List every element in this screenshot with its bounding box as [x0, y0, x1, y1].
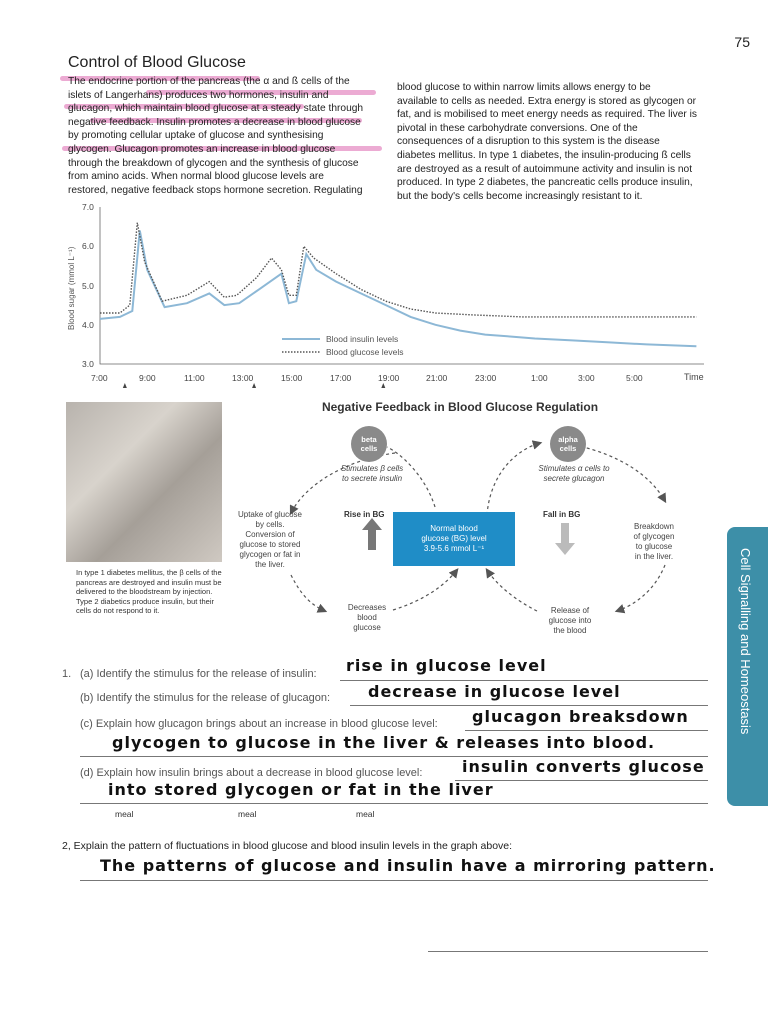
stimulates-alpha-text: Stimulates α cells to secrete glucagon — [538, 464, 610, 483]
arrow-breakdown-to-release — [617, 565, 665, 611]
x-tick-label: 19:00 — [378, 373, 400, 383]
meal-label: meal — [115, 809, 134, 819]
x-tick-label: 1:00 — [531, 373, 548, 383]
fall-arrow — [555, 523, 575, 555]
y-tick-label: 7.0 — [82, 202, 94, 212]
question-1c: (c) Explain how glucagon brings about an increase in blood glucose level: — [80, 718, 438, 730]
fall-in-bg-label: Fall in BG — [543, 510, 581, 519]
beta-cells-circle — [351, 426, 387, 462]
text-line: negative feedback. Insulin promotes a decrease in blood glucose — [68, 116, 361, 128]
text-line: restored, negative feedback stops hormone secretion. Regulating — [68, 184, 363, 196]
normal-bg-box — [393, 512, 515, 566]
question-1a: (a) Identify the stimulus for the release of insulin: — [80, 668, 317, 680]
legend-insulin-label: Blood insulin levels — [326, 334, 399, 344]
intro-right-column — [397, 81, 709, 203]
question-number-1: 1. — [62, 668, 72, 680]
intro-left-column — [68, 75, 378, 197]
text-line: glycogen. Glucagon promotes an increase in blood glucose — [68, 143, 336, 155]
text-line: are destroyed as a result of autoimmune activity and insulin is not — [397, 163, 693, 175]
question-1b: (b) Identify the stimulus for the release of glucagon: — [80, 692, 331, 704]
diagram-title: Negative Feedback in Blood Glucose Regulation — [321, 400, 599, 414]
text-line: blood glucose to within narrow limits allows energy to be — [397, 82, 651, 93]
x-tick-label: 5:00 — [626, 373, 643, 383]
beta-cells-label: beta cells — [360, 435, 378, 453]
y-tick-label: 3.0 — [82, 359, 94, 369]
x-tick-label: 21:00 — [426, 373, 448, 383]
text-line: glucagon, which maintain blood glucose at a steady state through — [68, 103, 364, 115]
x-tick-label: 9:00 — [139, 373, 156, 383]
answer-2: The patterns of glucose and insulin have a mirroring pattern. — [100, 856, 716, 875]
rise-arrow — [362, 518, 382, 550]
answer-1d-line2: into stored glycogen or fat in the liver — [108, 780, 494, 799]
text-line: islets of Langerhans) produces two hormones, insulin and — [68, 89, 329, 101]
x-axis-label: Time — [684, 372, 704, 382]
legend-glucose-label: Blood glucose levels — [326, 347, 404, 357]
diabetes-caption: In type 1 diabetes mellitus, the β cells of the pancreas are destroyed and insulin must be delivered to the bloodstream by injection. Type 2 diabetics produce insulin, but their cells do not respond to it. — [76, 568, 222, 615]
question-2: 2, Explain the pattern of fluctuations in blood glucose and blood insulin levels in the graph above: — [62, 840, 513, 852]
y-tick-label: 6.0 — [82, 241, 94, 251]
x-tick-label: 3:00 — [578, 373, 595, 383]
uptake-text: Uptake of glucose by cells. Conversion of glucose to stored glycogen or fat in the liver. — [237, 510, 303, 569]
y-tick-label: 4.0 — [82, 320, 94, 330]
meal-marker — [252, 383, 256, 388]
text-line: through the breakdown of glycogen and the synthesis of glucose — [68, 157, 359, 169]
text-line: The endocrine portion of the pancreas (the α and ß cells of the — [68, 76, 350, 87]
text-line: from amino acids. When normal blood glucose levels are — [68, 171, 324, 183]
chart-axes — [100, 207, 704, 364]
x-tick-label: 11:00 — [184, 373, 205, 383]
text-line: pivotal in these carbohydrate conversions. One of the — [397, 122, 638, 134]
page-number: 75 — [734, 34, 750, 50]
alpha-cells-circle — [550, 426, 586, 462]
arrow-uptake-to-decreases — [291, 575, 325, 611]
insulin-injection-photo — [66, 402, 222, 562]
x-tick-label: 23:00 — [475, 373, 497, 383]
chart-y-axis-label: Blood sugar (mmol L⁻¹) — [67, 246, 76, 330]
x-tick-label: 7:00 — [91, 373, 108, 383]
y-tick-label: 5.0 — [82, 281, 94, 291]
meal-label: meal — [356, 809, 375, 819]
text-line: consequences of a disruption to this system is the disease — [397, 136, 660, 148]
meal-marker — [381, 383, 385, 388]
answer-line — [465, 730, 708, 731]
meal-marker — [123, 383, 127, 388]
page-title: Control of Blood Glucose — [68, 54, 246, 71]
answer-1d-line1: insulin converts glucose — [462, 757, 705, 776]
answer-1b: decrease in glucose level — [368, 682, 621, 701]
answer-1a: rise in glucose level — [346, 656, 547, 675]
text-line: diabetes mellitus. In type 1 diabetes, the insulin-producing ß cells — [397, 149, 691, 161]
stimulates-beta-text: Stimulates β cells to secrete insulin — [340, 464, 404, 483]
decreases-text: Decreases blood glucose — [347, 603, 387, 632]
alpha-cells-label: alpha cells — [558, 435, 578, 453]
x-tick-label: 13:00 — [232, 373, 254, 383]
release-text: Release of glucose into the blood — [548, 606, 592, 635]
x-tick-label: 17:00 — [330, 373, 352, 383]
answer-line — [80, 880, 708, 881]
meal-label: meal — [238, 809, 257, 819]
blood-glucose-chart — [98, 200, 710, 400]
answer-line — [80, 803, 708, 804]
text-line: produced. In type 2 diabetes, the pancreatic cells produce insulin, — [397, 177, 693, 189]
answer-line — [428, 951, 708, 952]
text-line: fat, and is mobilised to meet energy needs as required. The liver is — [397, 109, 697, 121]
text-line: by promoting cellular uptake of glucose and synthesising — [68, 130, 324, 142]
section-tab-label: Cell Signalling and Homeostasis — [738, 548, 753, 735]
insulin-series-line — [100, 231, 696, 347]
x-tick-label: 15:00 — [281, 373, 303, 383]
arrow-decreases-to-normal — [393, 570, 457, 610]
answer-line — [340, 680, 708, 681]
answer-line — [350, 705, 708, 706]
breakdown-text: Breakdown of glycogen to glucose in the liver. — [633, 522, 675, 561]
answer-1c-line1: glucagon breaksdown — [472, 707, 689, 726]
normal-bg-label: Normal blood glucose (BG) level 3.9-5.6 mmol L⁻¹ — [421, 524, 487, 553]
answer-1c-line2: glycogen to glucose in the liver & releases into blood. — [112, 733, 656, 752]
text-line: but the body's cells become increasingly resistant to it. — [397, 190, 643, 202]
text-line: available to cells as needed. Extra energy is stored as glycogen or — [397, 95, 697, 107]
rise-in-bg-label: Rise in BG — [344, 510, 385, 519]
question-1d: (d) Explain how insulin brings about a decrease in blood glucose level: — [80, 767, 423, 779]
arrow-release-to-normal — [487, 570, 537, 611]
